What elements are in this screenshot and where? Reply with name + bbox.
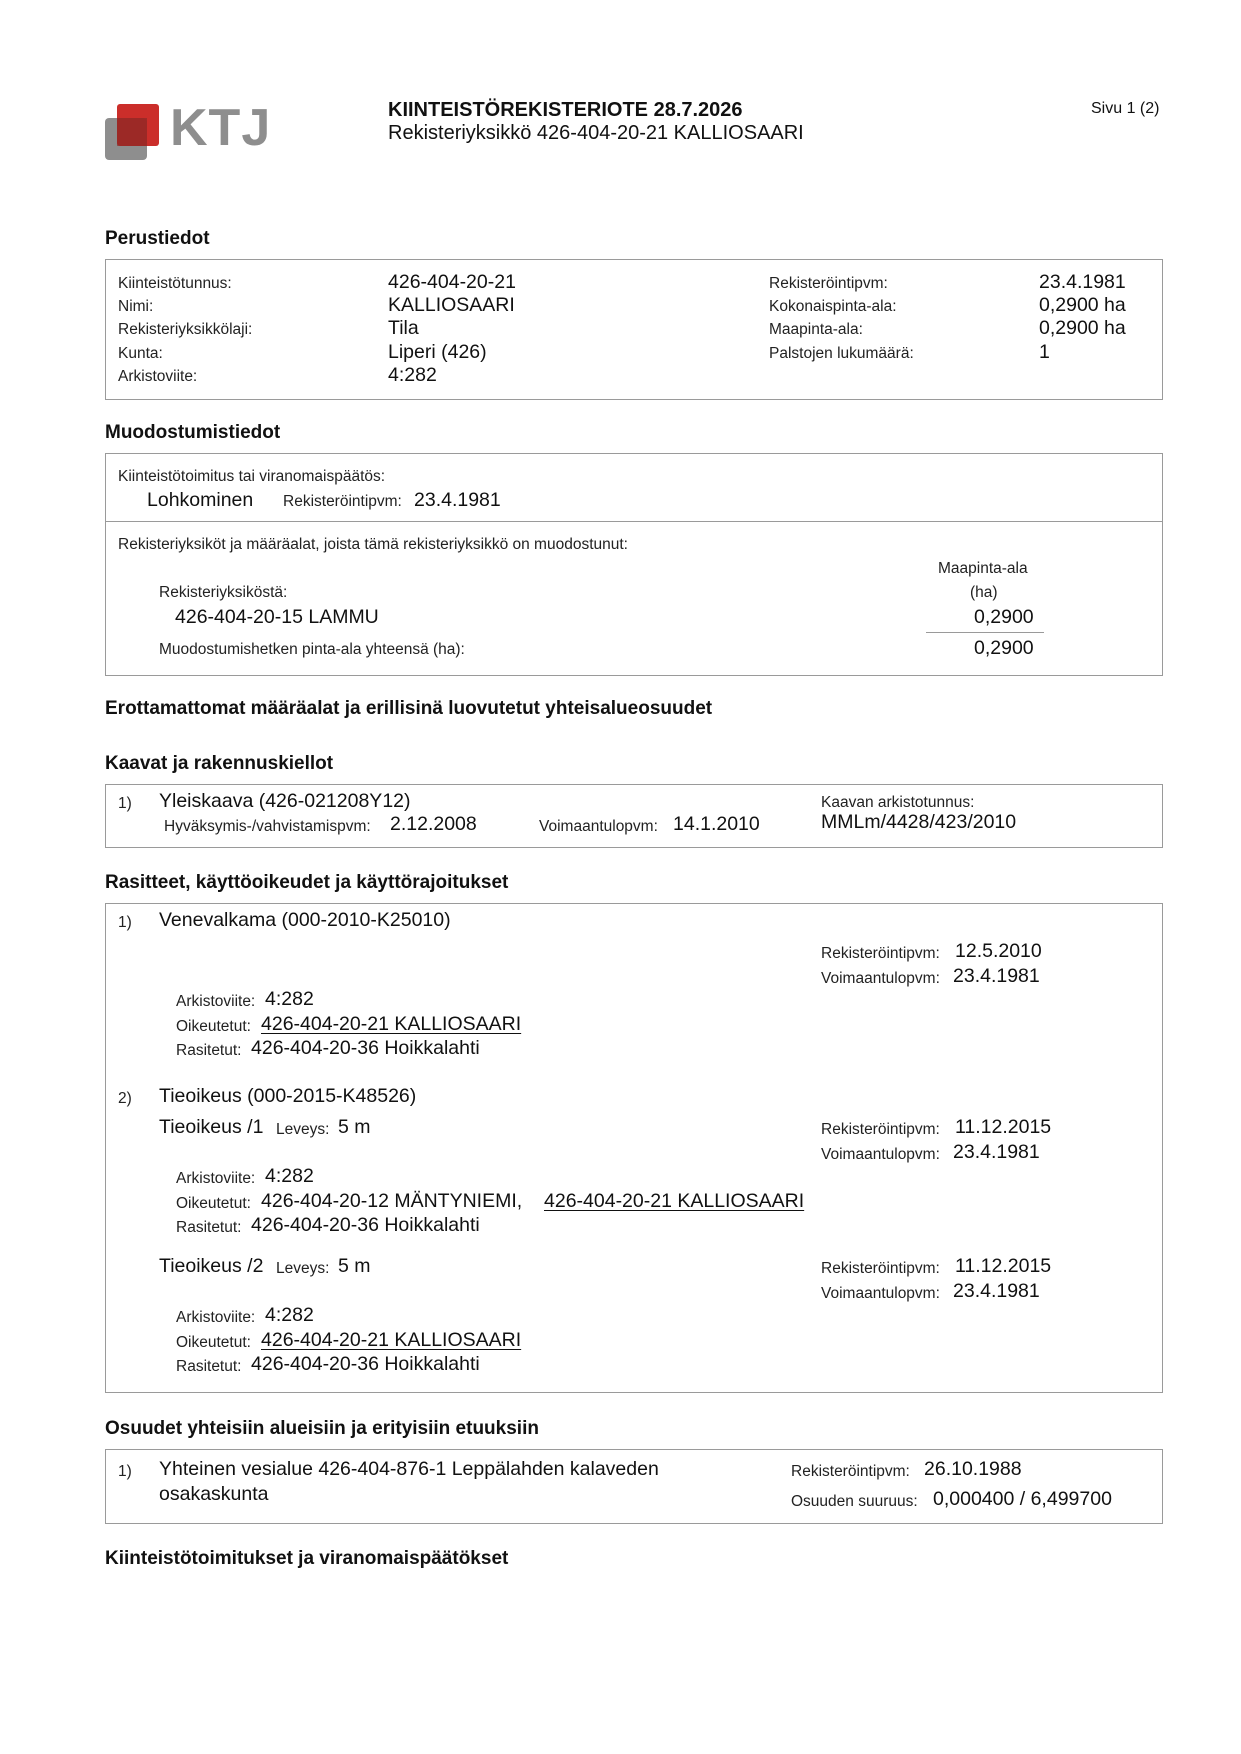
source-unit: 426-404-20-15 LAMMU — [175, 606, 379, 628]
perustiedot-label-arkistoviite: Arkistoviite: — [118, 368, 198, 385]
rasite-2-title: Tieoikeus (000-2015-K48526) — [159, 1085, 417, 1107]
kaava-number: 1) — [118, 795, 132, 812]
perustiedot-value-palstojen-lukumaara: 1 — [1039, 341, 1050, 363]
document-title: KIINTEISTÖREKISTERIOTE 28.7.2026 — [388, 99, 743, 121]
rasite-2-sub1-leveys-value: 5 m — [338, 1116, 371, 1138]
kaava-arkisto-value: MMLm/4428/423/2010 — [821, 811, 1017, 833]
kaava-name: Yleiskaava (426-021208Y12) — [159, 790, 411, 812]
rasite-1-rasitetut-label: Rasitetut: — [176, 1042, 242, 1059]
rasite-2-sub2-arkisto-value: 4:282 — [265, 1304, 314, 1326]
rasite-1-title: Venevalkama (000-2010-K25010) — [159, 909, 451, 931]
perustiedot-value-kiinteistotunnus: 426-404-20-21 — [388, 271, 516, 293]
perustiedot-value-rekisterointipvm: 23.4.1981 — [1039, 271, 1126, 293]
perustiedot-value-maapinta-ala: 0,2900 ha — [1039, 317, 1126, 339]
rasite-1-oikeutetut-link[interactable]: 426-404-20-21 KALLIOSAARI — [261, 1013, 522, 1035]
rasite-1-oikeutetut-label: Oikeutetut: — [176, 1018, 251, 1035]
section-perustiedot-heading: Perustiedot — [105, 228, 210, 249]
kaava-voimaantulo-value: 14.1.2010 — [673, 813, 760, 835]
maapinta-ala-col-unit: (ha) — [970, 584, 998, 601]
rasite-2-sub2-oikeutetut-label: Oikeutetut: — [176, 1334, 251, 1351]
rasite-2-sub1-arkisto-label: Arkistoviite: — [176, 1170, 256, 1187]
osuus-rek-label: Rekisteröintipvm: — [791, 1463, 910, 1480]
rasite-2-sub1-oikeutetut-label: Oikeutetut: — [176, 1195, 251, 1212]
rasite-2-sub1-voim-label: Voimaantulopvm: — [821, 1146, 940, 1163]
section-osuudet-heading: Osuudet yhteisiin alueisiin ja erityisiin etuuksiin — [105, 1418, 539, 1439]
section-erottamattomat-heading: Erottamattomat määräalat ja erillisinä luovutetut yhteisalueosuudet — [105, 698, 713, 719]
rasite-2-sub2-rek-value: 11.12.2015 — [955, 1255, 1052, 1277]
rasite-2-sub2-rasitetut-label: Rasitetut: — [176, 1358, 242, 1375]
source-area: 0,2900 — [974, 606, 1034, 628]
rasite-1-rek-value: 12.5.2010 — [955, 940, 1042, 962]
rasite-1-number: 1) — [118, 914, 132, 931]
rasite-1-voim-label: Voimaantulopvm: — [821, 970, 940, 987]
osuus-line-2: osakaskunta — [159, 1483, 269, 1505]
rekisteriyksikosta-label: Rekisteriyksiköstä: — [159, 584, 288, 601]
toimitus-label: Kiinteistötoimitus tai viranomaispäätös: — [118, 468, 386, 485]
rasite-2-sub1-title: Tieoikeus /1 — [159, 1116, 264, 1138]
yksikot-label: Rekisteriyksiköt ja määräalat, joista tämä rekisteriyksikkö on muodostunut: — [118, 536, 628, 553]
toimitus-rek-value: 23.4.1981 — [414, 489, 501, 511]
rasite-2-number: 2) — [118, 1090, 132, 1107]
rasite-1-rasitetut-value: 426-404-20-36 Hoikkalahti — [251, 1037, 480, 1059]
page-number: Sivu 1 (2) — [1091, 100, 1160, 117]
perustiedot-label-laji: Rekisteriyksikkölaji: — [118, 321, 253, 338]
section-toimitukset-heading: Kiinteistötoimitukset ja viranomaispäätökset — [105, 1548, 509, 1569]
rasite-2-sub1-rek-label: Rekisteröintipvm: — [821, 1121, 940, 1138]
rasite-2-sub2-voim-label: Voimaantulopvm: — [821, 1285, 940, 1302]
toimitus-rek-label: Rekisteröintipvm: — [283, 493, 402, 510]
total-area-value: 0,2900 — [974, 637, 1034, 659]
rasite-2-sub2-title: Tieoikeus /2 — [159, 1255, 264, 1277]
osuus-suuruus-value: 0,000400 / 6,499700 — [933, 1488, 1112, 1510]
maapinta-ala-col-header: Maapinta-ala — [938, 560, 1028, 577]
rasite-1-arkisto-value: 4:282 — [265, 988, 314, 1010]
perustiedot-box — [105, 259, 1163, 400]
rasite-2-sub1-arkisto-value: 4:282 — [265, 1165, 314, 1187]
logo-text: KTJ — [170, 99, 272, 157]
perustiedot-value-kunta: Liperi (426) — [388, 341, 487, 363]
total-area-label: Muodostumishetken pinta-ala yhteensä (ha): — [159, 641, 465, 658]
kaava-hyvaksymis-value: 2.12.2008 — [390, 813, 477, 835]
kaava-hyvaksymis-label: Hyväksymis-/vahvistamispvm: — [164, 818, 371, 835]
rasite-1-voim-value: 23.4.1981 — [953, 965, 1040, 987]
rasite-2-sub2-oikeutetut-link[interactable]: 426-404-20-21 KALLIOSAARI — [261, 1329, 522, 1351]
rasite-2-sub2-leveys-label: Leveys: — [276, 1260, 330, 1277]
perustiedot-label-maapinta-ala: Maapinta-ala: — [769, 321, 863, 338]
section-muodostumistiedot-heading: Muodostumistiedot — [105, 422, 281, 443]
section-rasitteet-heading: Rasitteet, käyttöoikeudet ja käyttörajoitukset — [105, 872, 509, 893]
rasite-2-sub1-oikeutetut-link[interactable]: 426-404-20-21 KALLIOSAARI — [544, 1190, 805, 1212]
rasite-2-sub1-rek-value: 11.12.2015 — [955, 1116, 1052, 1138]
rasite-2-sub2-arkisto-label: Arkistoviite: — [176, 1309, 256, 1326]
section-kaavat-heading: Kaavat ja rakennuskiellot — [105, 753, 334, 774]
rasite-1-arkisto-label: Arkistoviite: — [176, 993, 256, 1010]
kaava-arkisto-label: Kaavan arkistotunnus: — [821, 794, 975, 811]
osuus-line-1: Yhteinen vesialue 426-404-876-1 Leppälahden kalaveden — [159, 1458, 659, 1480]
perustiedot-value-nimi: KALLIOSAARI — [388, 294, 515, 316]
document-subtitle: Rekisteriyksikkö 426-404-20-21 KALLIOSAARI — [388, 122, 804, 144]
rasite-2-sub1-rasitetut-value: 426-404-20-36 Hoikkalahti — [251, 1214, 480, 1236]
rasite-2-sub1-oikeutetut-a: 426-404-20-12 MÄNTYNIEMI, — [261, 1190, 523, 1212]
perustiedot-label-kokonaispinta-ala: Kokonaispinta-ala: — [769, 298, 897, 315]
osuus-rek-value: 26.10.1988 — [924, 1458, 1022, 1480]
perustiedot-value-laji: Tila — [388, 317, 419, 339]
rasite-2-sub2-rek-label: Rekisteröintipvm: — [821, 1260, 940, 1277]
osuus-number: 1) — [118, 1463, 132, 1480]
rasite-2-sub1-rasitetut-label: Rasitetut: — [176, 1219, 242, 1236]
rasite-2-sub2-voim-value: 23.4.1981 — [953, 1280, 1040, 1302]
rasite-1-rek-label: Rekisteröintipvm: — [821, 945, 940, 962]
rasite-2-sub2-rasitetut-value: 426-404-20-36 Hoikkalahti — [251, 1353, 480, 1375]
perustiedot-label-kunta: Kunta: — [118, 345, 163, 362]
toimitus-value: Lohkominen — [147, 489, 254, 511]
perustiedot-value-arkistoviite: 4:282 — [388, 364, 437, 386]
perustiedot-label-palstojen-lukumaara: Palstojen lukumäärä: — [769, 345, 914, 362]
rasite-2-sub1-leveys-label: Leveys: — [276, 1121, 330, 1138]
area-sum-line — [926, 632, 1044, 633]
kaava-voimaantulo-label: Voimaantulopvm: — [539, 818, 658, 835]
perustiedot-label-kiinteistotunnus: Kiinteistötunnus: — [118, 275, 232, 292]
perustiedot-label-rekisterointipvm: Rekisteröintipvm: — [769, 275, 888, 292]
perustiedot-value-kokonaispinta-ala: 0,2900 ha — [1039, 294, 1126, 316]
muodostumistiedot-divider — [105, 521, 1163, 522]
rasite-2-sub2-leveys-value: 5 m — [338, 1255, 371, 1277]
osuus-suuruus-label: Osuuden suuruus: — [791, 1493, 918, 1510]
rasite-2-sub1-voim-value: 23.4.1981 — [953, 1141, 1040, 1163]
perustiedot-label-nimi: Nimi: — [118, 298, 154, 315]
